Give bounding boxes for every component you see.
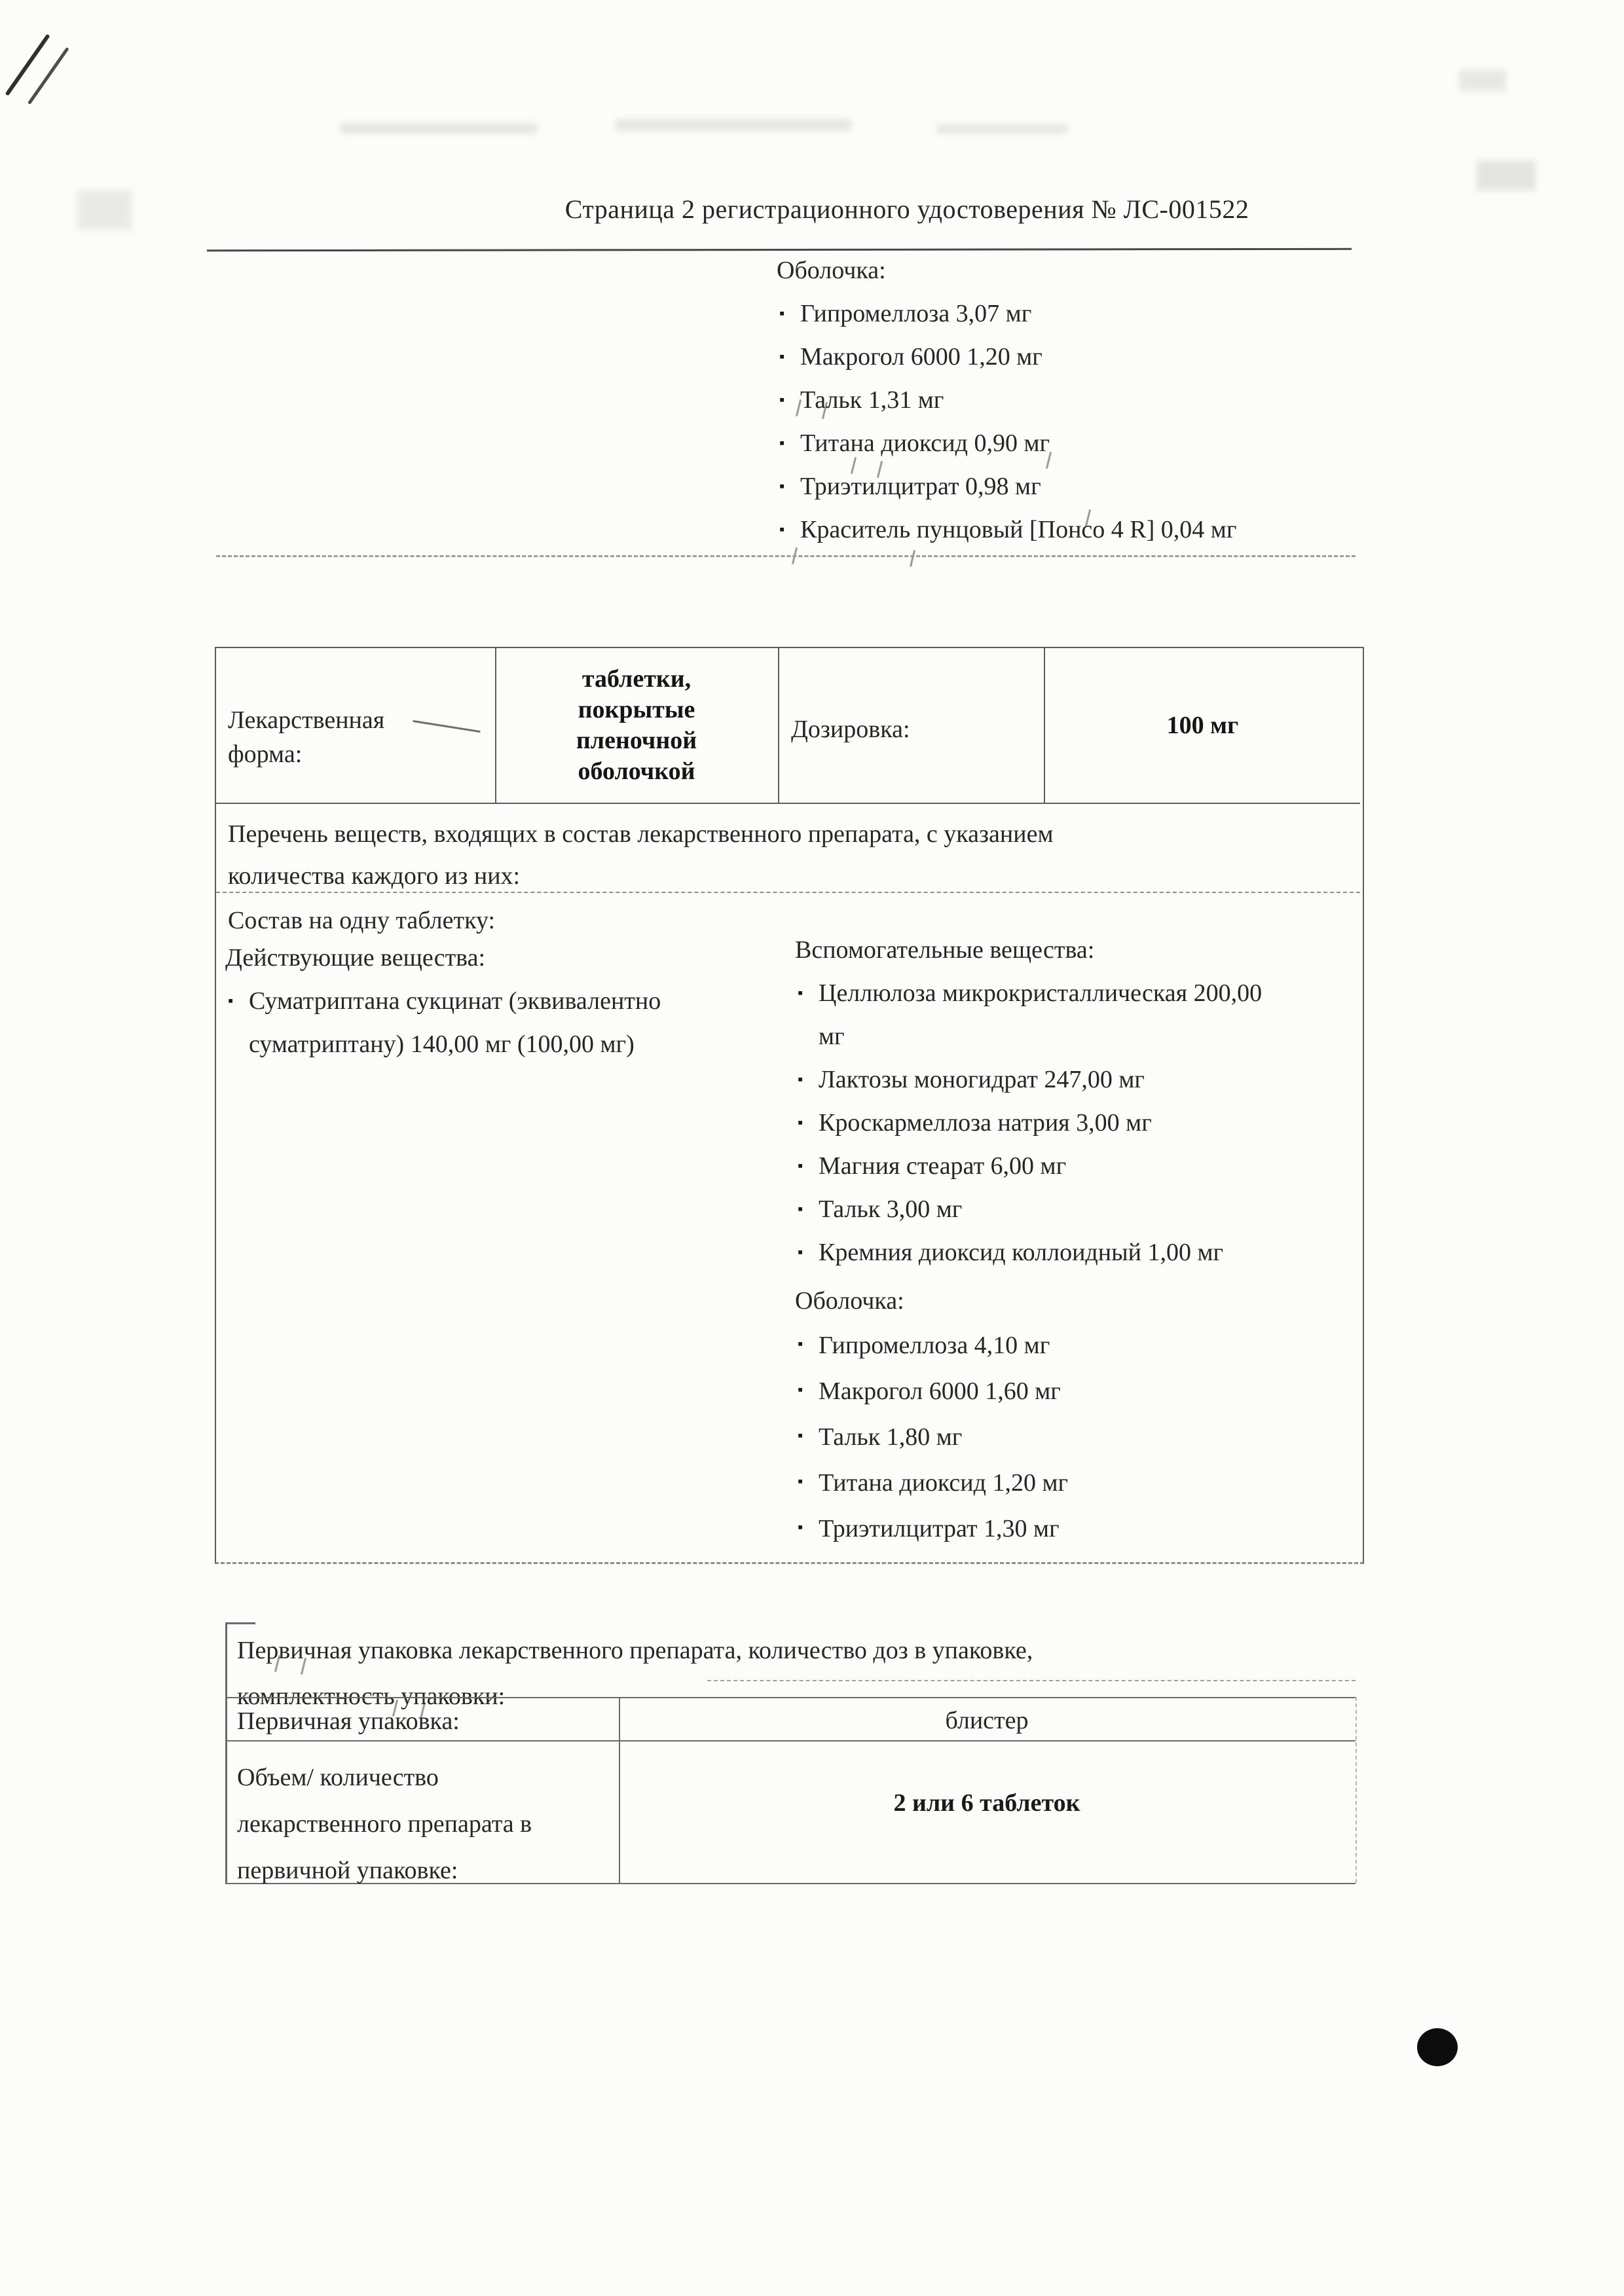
scan-artifact: [1477, 160, 1536, 191]
list-item: ▪ Гипромеллоза 4,10 мг: [795, 1322, 1266, 1368]
table-border: [1356, 1697, 1357, 1883]
list-item: ▪ Макрогол 6000 1,60 мг: [795, 1368, 1266, 1414]
scan-artifact: [1459, 69, 1506, 92]
section-divider: [216, 555, 1356, 557]
scan-artifact: [616, 119, 851, 131]
list-item: ▪ Триэтилцитрат 0,98 мг: [777, 465, 1366, 508]
list-item: ▪ Титана диоксид 1,20 мг: [795, 1460, 1266, 1506]
coating-section-top: [777, 249, 1366, 551]
list-item: ▪ Целлюлоза микрокристаллическая 200,00 мг: [795, 972, 1266, 1058]
list-item: ▪ Лактозы моногидрат 247,00 мг: [795, 1058, 1266, 1101]
list-item: ▪ Титана диоксид 0,90 мг: [777, 422, 1366, 465]
package-volume-label: Объем/ количество лекарственного препарата в первичной упаковке:: [237, 1764, 532, 1884]
list-item: ▪ Гипромеллоза 3,07 мг: [777, 292, 1366, 335]
scan-artifact: [936, 124, 1067, 134]
table-border: [226, 1697, 1356, 1698]
package-volume-value: 2 или 6 таблеток: [893, 1789, 1080, 1817]
list-item: ▪ Макрогол 6000 1,20 мг: [777, 335, 1366, 378]
dosage-form-value-text: таблетки, покрытые пленочной оболочкой: [576, 665, 697, 785]
excipients-list: [795, 972, 1266, 1274]
list-item: ▪ Суматриптана сукцинат (эквивалентно суматриптану) 140,00 мг (100,00 мг): [225, 979, 684, 1066]
table-border: [216, 803, 1360, 804]
list-item: ▪ Магния стеарат 6,00 мг: [795, 1144, 1266, 1188]
list-item: ▪ Тальк 1,31 мг: [777, 378, 1366, 422]
table-border: [225, 1622, 227, 1884]
coating-list-bottom: [795, 1322, 1266, 1552]
list-item: ▪ Кроскармеллоза натрия 3,00 мг: [795, 1101, 1266, 1144]
punch-hole-mark: [1417, 2028, 1458, 2066]
dosage-label: Дозировка:: [791, 716, 910, 743]
list-item: ▪ Тальк 1,80 мг: [795, 1414, 1266, 1460]
list-item: ▪ Краситель пунцовый [Понсо 4 R] 0,04 мг: [777, 508, 1366, 551]
active-substances-column: [225, 936, 756, 1066]
primary-package-label: Первичная упаковка:: [237, 1707, 460, 1735]
dosage-value: 100 мг: [1166, 712, 1239, 739]
coating-list: [777, 292, 1366, 551]
packaging-intro-line: комплектность упаковки:: [237, 1683, 506, 1710]
composition-table: [215, 647, 1364, 1564]
active-substances-list: [225, 979, 684, 1066]
list-item: ▪ Триэтилцитрат 1,30 мг: [795, 1506, 1266, 1552]
per-tablet-subtitle: Состав на одну таблетку:: [228, 907, 496, 934]
list-item: ▪ Тальк 3,00 мг: [795, 1188, 1266, 1231]
table-border: [707, 1680, 1356, 1681]
scan-artifact: [910, 550, 915, 567]
coating-subtitle: Оболочка:: [795, 1287, 904, 1315]
composition-intro: [228, 813, 1348, 897]
packaging-intro-line: Первичная упаковка лекарственного препарата, количество доз в упаковке,: [237, 1637, 1033, 1664]
dosage-form-label: Лекарственная форма:: [228, 706, 385, 768]
composition-intro-line: количества каждого из них:: [228, 862, 521, 890]
primary-package-value: блистер: [945, 1707, 1029, 1734]
excipients-column: [795, 928, 1280, 1552]
scan-artifact: [77, 190, 132, 230]
coating-title: Оболочка:: [777, 257, 886, 284]
list-item: ▪ Кремния диоксид коллоидный 1,00 мг: [795, 1231, 1266, 1274]
table-border: [226, 1740, 1356, 1741]
table-border: [225, 1622, 255, 1624]
scan-artifact: [5, 34, 50, 96]
active-substances-title: Действующие вещества:: [225, 944, 486, 972]
page-title: Страница 2 регистрационного удостоверения № ЛС-001522: [564, 194, 1249, 224]
scan-artifact: [341, 123, 537, 134]
composition-intro-line: Перечень веществ, входящих в состав лекарственного препарата, с указанием: [228, 820, 1054, 848]
table-border: [778, 648, 779, 803]
excipients-title: Вспомогательные вещества:: [795, 936, 1095, 964]
dosage-form-value: [495, 648, 778, 803]
